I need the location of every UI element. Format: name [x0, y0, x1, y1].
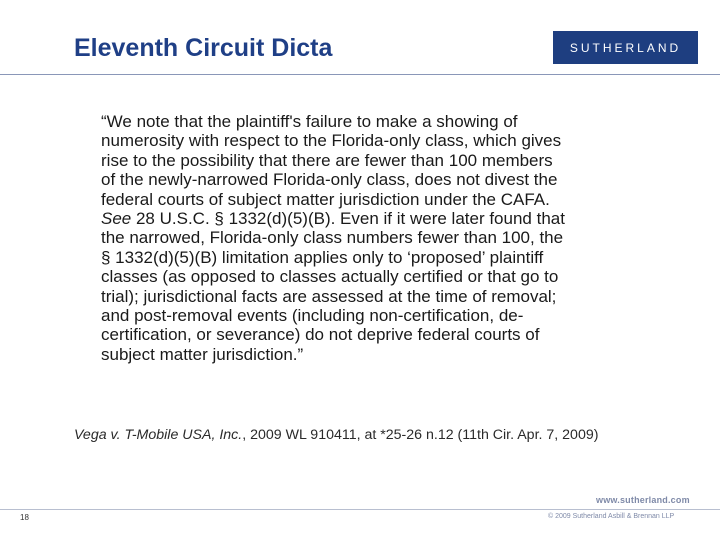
- quote-block: [101, 112, 691, 364]
- title-divider: [0, 74, 720, 75]
- quote-line: “We note that the plaintiff's failure to make a showing of: [101, 112, 518, 131]
- website-url: www.sutherland.com: [596, 495, 690, 505]
- footer-divider: [0, 509, 720, 510]
- quote-line: federal courts of subject matter jurisdiction under the CAFA.: [101, 189, 550, 209]
- case-citation: [74, 427, 598, 443]
- quote-line: subject matter jurisdiction.”: [101, 344, 304, 364]
- quote-line: § 1332(d)(5)(B) limitation applies only to ‘proposed’ plaintiff: [101, 247, 544, 267]
- quote-line: the narrowed, Florida-only class numbers fewer than 100, the: [101, 228, 564, 248]
- quote-line: rise to the possibility that there are fewer than 100 members: [101, 150, 553, 170]
- quote-line-see: [101, 209, 691, 228]
- copyright-notice: © 2009 Sutherland Asbill & Brennan LLP: [548, 513, 675, 520]
- quote-line: certification, or severance) do not deprive federal courts of: [101, 325, 540, 345]
- quote-line: trial); jurisdictional facts are assessed at the time of removal;: [101, 286, 557, 306]
- citation-details: , 2009 WL 910411, at *25-26 n.12 (11th Cir. Apr. 7, 2009): [242, 427, 599, 443]
- quote-line: of the newly-narrowed Florida-only class, does not divest the: [101, 170, 558, 190]
- quote-line: classes (as opposed to classes actually certified or that go to: [101, 267, 559, 287]
- see-citation-text: 28 U.S.C. § 1332(d)(5)(B). Even if it were later found that: [131, 209, 565, 229]
- quote-line: numerosity with respect to the Florida-only class, which gives: [101, 131, 562, 151]
- page-number: 18: [20, 513, 29, 522]
- see-signal: See: [101, 209, 132, 229]
- quote-line: and post-removal events (including non-certification, de-: [101, 306, 524, 326]
- case-name: Vega v. T-Mobile USA, Inc.: [74, 427, 243, 443]
- slide-title: Eleventh Circuit Dicta: [74, 34, 333, 62]
- sutherland-logo: SUTHERLAND: [553, 31, 698, 64]
